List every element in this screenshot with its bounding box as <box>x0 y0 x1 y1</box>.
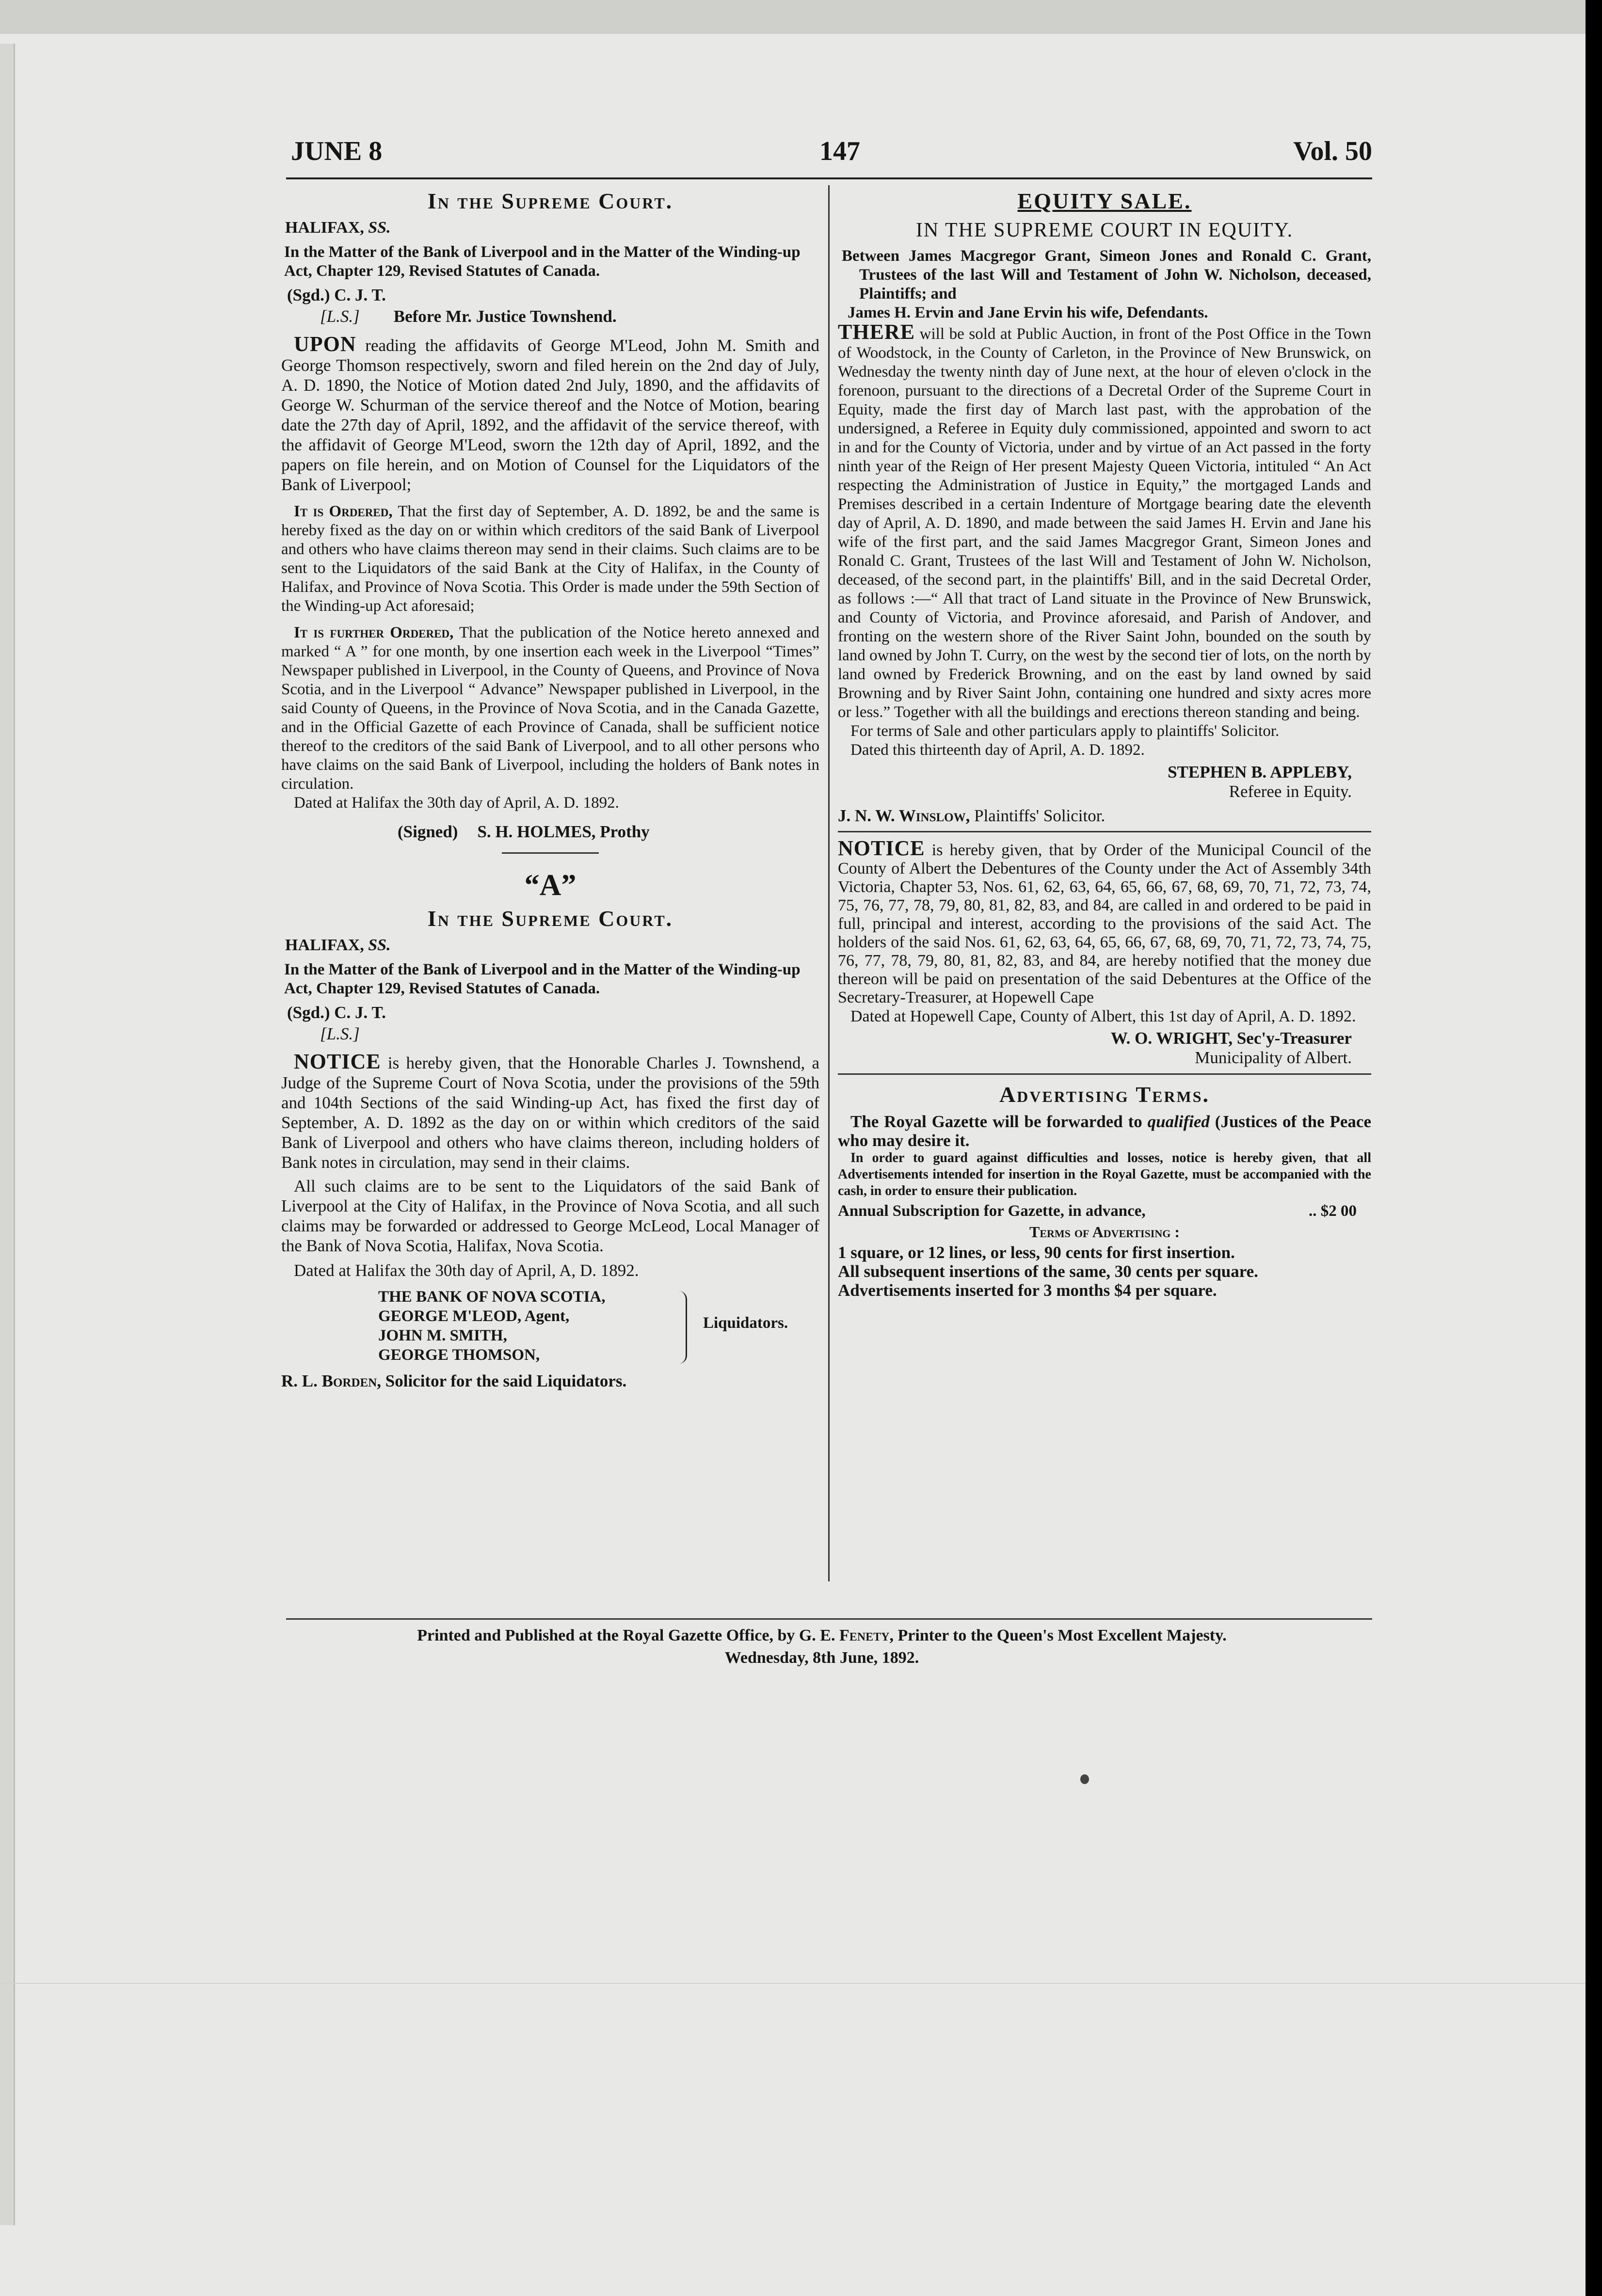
liquidators-block <box>281 1287 819 1370</box>
notice-a <box>281 868 819 1391</box>
there-lead: THERE <box>838 320 915 344</box>
referee-title: Referee in Equity. <box>1229 782 1352 801</box>
dated-line: Dated at Hopewell Cape, County of Albert, this 1st day of April, A. D. 1892. <box>850 1007 1356 1025</box>
solicitor-line <box>281 1371 819 1391</box>
liquidators-list <box>378 1287 606 1365</box>
rate-line: All subsequent insertions of the same, 30 cents per square. <box>838 1262 1258 1281</box>
advertising-terms <box>838 1082 1371 1300</box>
solicitor-title: Solicitor for the said Liquidators. <box>385 1371 627 1390</box>
forwarding-text-a: The Royal Gazette will be forwarded to <box>850 1112 1148 1131</box>
notice-text: is hereby given, that the Honorable Charles J. Townshend, a Judge of the Supreme Court of Nova Scotia, under the provisions of the 59th and 104th Sections of the said Winding-up Act, has fixed the first day of September, A. D. 1892 as the day on or within which creditors of the said Bank of Liverpool and others who have claims thereon, including holders of Bank notes in circulation, may send in their claims. <box>281 1053 819 1172</box>
page-header <box>272 131 1372 175</box>
seal-mark: [L.S.] <box>320 307 360 326</box>
terms-heading: Terms of Advertising : <box>1029 1223 1180 1241</box>
venue <box>285 219 819 237</box>
brace <box>679 1291 687 1364</box>
there-text: will be sold at Public Auction, in front of the Post Office in the Town of Woodstock, in the County of Carleton, in the Province of New Brunswick, on Wednesday the twenty ninth day of June next, at the hour of eleven o'clock in the forenoon, pursuant to the directions of a Decretal Order of the Supreme Court in Equity, made the first day of March last past, with the approbation of the undersigned, a Referee in Equity duly commissioned, appointed and sworn to act in and for the County of Victoria, under and by virtue of an Act passed in the forty ninth year of the Reign of Her present Majesty Queen Victoria, intituled “ An Act respecting the Administration of Justice in Equity,” the mortgaged Lands and Premises described in a certain Indenture of Mortgage bearing date the eleventh day of April, A. D. 1890, and made between the said James H. Ervin and Jane his wife of the first part, and the said James Macgregor Grant, Simeon Jones and Ronald C. Grant, Trustees of the last Will and Testament of John W. Nicholson, deceased, of the second part, in the plaintiffs' Bill, and in the said Decretal Order, as follows :—“ All that tract of Land situate in the Province of New Brunswick, and County of Victoria, and Province aforesaid, and Parish of Andover, and fronting on the western shore of the River Saint John, bounded on the south by land owned by John T. Curry, on the west by the second tier of lots, on the north by land owned by Frederick Browning, and on the east by land owned by said Browning and by River Saint John, containing one hundred and sixty acres more or less.” Together with all the buildings and erections thereon standing and being. <box>838 325 1372 721</box>
section-divider <box>838 831 1371 832</box>
columns <box>272 185 1372 1586</box>
matter-text: In the Matter of the Bank of Liverpool and in the Matter of the Winding-up Act, Chapter 129, Revised Statutes of Canada. <box>284 243 801 280</box>
right-column <box>838 185 1371 1300</box>
signer-name: S. H. HOLMES, Prothy <box>477 822 650 841</box>
upon-paragraph <box>281 334 819 494</box>
equity-sale <box>838 188 1371 825</box>
left-column <box>281 185 819 1391</box>
treasurer-name: W. O. WRIGHT, Sec'y-Treasurer <box>1110 1029 1352 1048</box>
plaintiffs-solicitor <box>838 806 1371 825</box>
printer-name: Fenety, <box>839 1626 894 1644</box>
solicitor-name: J. N. W. Winslow, <box>838 806 970 825</box>
upon-text: reading the affidavits of George M'Leod, John M. Smith and George Thomson respectively, sworn and filed herein on the 2nd day of July, A. D. 1890, the Notice of Motion dated 2nd July, 1890, and the affidavits of George W. Schurman of the service thereof and the Notce of Motion, bearing date the 27th day of April, 1892, and the affidavit of the service thereof, with the affidavit of George M'Leod, sworn the 12th day of April, 1892, and the papers on file herein, and on Motion of Counsel for the Liquidators of the Bank of Liverpool; <box>281 336 820 494</box>
volume-number: Vol. 50 <box>1293 136 1372 166</box>
rate-line: 1 square, or 12 lines, or less, 90 cents for first insertion. <box>838 1243 1235 1262</box>
column-divider <box>828 185 830 1581</box>
liquidator-name: THE BANK OF NOVA SCOTIA, <box>378 1288 606 1306</box>
claims-paragraph: All such claims are to be sent to the Liquidators of the said Bank of Liverpool at the City of Halifax, in the Province of Nova Scotia, and all such claims may be forwarded or addressed to George McLeod, Local Manager of the Bank of Nova Scotia, Halifax, Nova Scotia. <box>281 1177 819 1255</box>
fold-line <box>0 1983 1586 1984</box>
liquidator-name: GEORGE M'LEOD, Agent, <box>378 1307 570 1325</box>
section-divider <box>838 1073 1371 1075</box>
sgd-initials: (Sgd.) C. J. T. <box>287 1003 386 1022</box>
forwarding-text-b: qualified <box>1147 1112 1210 1131</box>
dated-line: Dated at Halifax the 30th day of April, A. D. 1892. <box>294 794 619 812</box>
cash-notice: In order to guard against difficulties and losses, notice is hereby given, that all Advertisements intended for insertion in the Royal Gazette, must be accompanied with the cash, in order to ensure their publication. <box>838 1150 1371 1198</box>
page-number: 147 <box>819 136 860 166</box>
solicitor-title: Plaintiffs' Solicitor. <box>974 806 1105 825</box>
ls-row <box>320 307 819 326</box>
header-date: JUNE 8 <box>291 136 383 166</box>
rate-line: Advertisements inserted for 3 months $4 per square. <box>838 1281 1217 1300</box>
imprint-footer <box>272 1618 1372 1671</box>
upon-lead: UPON <box>294 332 356 356</box>
referee-name: STEPHEN B. APPLEBY, <box>1168 763 1352 781</box>
page-top-edge <box>0 0 1586 34</box>
there-paragraph <box>838 322 1371 722</box>
equity-heading: EQUITY SALE. <box>1017 189 1192 213</box>
ordered-lead: It is Ordered, <box>294 503 393 520</box>
venue-ss: SS. <box>368 219 391 237</box>
imprint-line <box>272 1626 1372 1645</box>
ordered-paragraph <box>281 502 819 616</box>
treasurer-org: Municipality of Albert. <box>1195 1048 1352 1067</box>
subscription-row <box>838 1202 1357 1220</box>
venue-place: HALIFAX, <box>285 219 364 237</box>
debenture-text: is hereby given, that by Order of the Municipal Council of the County of Albert the Debentures of the County under the Act of Assembly 34th Victoria, Chapter 53, Nos. 61, 62, 63, 64, 65, 66, 67, 68, 69, 70, 71, 72, 73, 74, 75, 76, 77, 78, 79, 80, 81, 82, 83, and 84, are called in and ordered to be paid in full, principal and interest, according to the provisions of the said Act. The holders of the said Nos. 61, 62, 63, 64, 65, 66, 67, 68, 69, 70, 71, 72, 73, 74, 75, 76, 77, 78, 79, 80, 81, 82, 83, and 84, are hereby notified that the money due thereon will be paid on presentation of the said Debentures at the Office of the Secretary-Treasurer, at Hopewell Cape <box>838 841 1372 1006</box>
sgd-initials: (Sgd.) C. J. T. <box>287 286 386 304</box>
notice-lead: NOTICE <box>294 1050 381 1073</box>
section-divider <box>502 852 599 854</box>
imprint-text-a: Printed and Published at the Royal Gazette Office, by G. E. <box>417 1626 839 1644</box>
page-left-edge <box>0 44 15 2225</box>
matter-text: In the Matter of the Bank of Liverpool and in the Matter of the Winding-up Act, Chapter 129, Revised Statutes of Canada. <box>284 961 801 997</box>
debenture-notice <box>838 836 1372 1068</box>
forwarding-text <box>838 1112 1371 1150</box>
page-content <box>272 131 1372 1667</box>
ls-row <box>320 1024 819 1044</box>
notice-paragraph <box>281 1052 819 1172</box>
further-ordered-text: That the publication of the Notice hereto annexed and marked “ A ” for one month, by one insertion each week in the Liverpool “Times” Newspaper published in Liverpool, in the County of Queens, and Province of Nova Scotia, and in the Liverpool “ Advance” Newspaper published in Liverpool, in the said County of Queens, in the Province of Nova Scotia, and in the Canada Gazette, and in the Official Gazette of each Province of Canada, shall be sufficient notice thereof to the creditors of the said Bank of Liverpool, and to all other persons who have claims on the said Bank of Liverpool, including the holders of Bank notes in circulation. <box>281 624 820 793</box>
signature-line <box>398 822 819 842</box>
notice-heading: In the Supreme Court. <box>427 189 673 213</box>
venue <box>285 936 819 955</box>
imprint-text-c: Printer to the Queen's Most Excellent Majesty. <box>893 1626 1227 1644</box>
notice-mark: “A” <box>524 869 577 902</box>
forwarding-text-c: (Justices of the Peace who may desire it. <box>838 1112 1371 1150</box>
supreme-court-order <box>281 188 819 842</box>
solicitor-name: R. L. Borden, <box>281 1371 381 1390</box>
liquidator-name: JOHN M. SMITH, <box>378 1327 507 1344</box>
seal-mark: [L.S.] <box>320 1024 360 1043</box>
terms-text: For terms of Sale and other particulars apply to plaintiffs' Solicitor. <box>850 722 1280 740</box>
venue-place: HALIFAX, <box>285 936 364 954</box>
subscription-price: .. $2 00 <box>1309 1202 1357 1220</box>
notice-heading: In the Supreme Court. <box>427 906 673 931</box>
equity-court: IN THE SUPREME COURT IN EQUITY. <box>915 219 1294 241</box>
footer-rule <box>286 1618 1372 1620</box>
liquidators-label: Liquidators. <box>703 1314 788 1332</box>
dated-line: Dated this thirteenth day of April, A. D. 1892. <box>850 741 1145 759</box>
advertising-heading: Advertising Terms. <box>999 1082 1210 1107</box>
ordered-text: That the first day of September, A. D. 1892, be and the same is hereby fixed as the day on or within which creditors of the said Bank of Liverpool and others who have claims thereon may send in their claims. Such claims are to be sent to the Liquidators of the said Bank at the City of Halifax, in the County of Halifax, and Province of Nova Scotia. This Order is made under the 59th Section of the Winding-up Act aforesaid; <box>281 503 819 615</box>
debenture-paragraph <box>838 836 1372 1007</box>
subscription-label: Annual Subscription for Gazette, in advance, <box>838 1202 1146 1220</box>
defendants-text: James H. Ervin and Jane Ervin his wife, Defendants. <box>848 304 1208 321</box>
before-justice: Before Mr. Justice Townshend. <box>393 307 617 326</box>
dated-line: Dated at Halifax the 30th day of April, A, D. 1892. <box>294 1261 639 1280</box>
parties-text: Between James Macgregor Grant, Simeon Jones and Ronald C. Grant, Trustees of the last Will and Testament of John W. Nicholson, deceased, Plaintiffs; and <box>842 247 1371 303</box>
liquidator-name: GEORGE THOMSON, <box>378 1346 540 1364</box>
signed-label: (Signed) <box>398 822 458 841</box>
ink-speck <box>1080 1774 1089 1784</box>
issue-date: Wednesday, 8th June, 1892. <box>724 1649 919 1667</box>
further-ordered-paragraph <box>281 623 819 794</box>
venue-ss: SS. <box>368 936 391 954</box>
debenture-lead: NOTICE <box>838 836 925 860</box>
further-ordered-lead: It is further Ordered, <box>294 624 454 641</box>
header-rule <box>286 177 1372 179</box>
